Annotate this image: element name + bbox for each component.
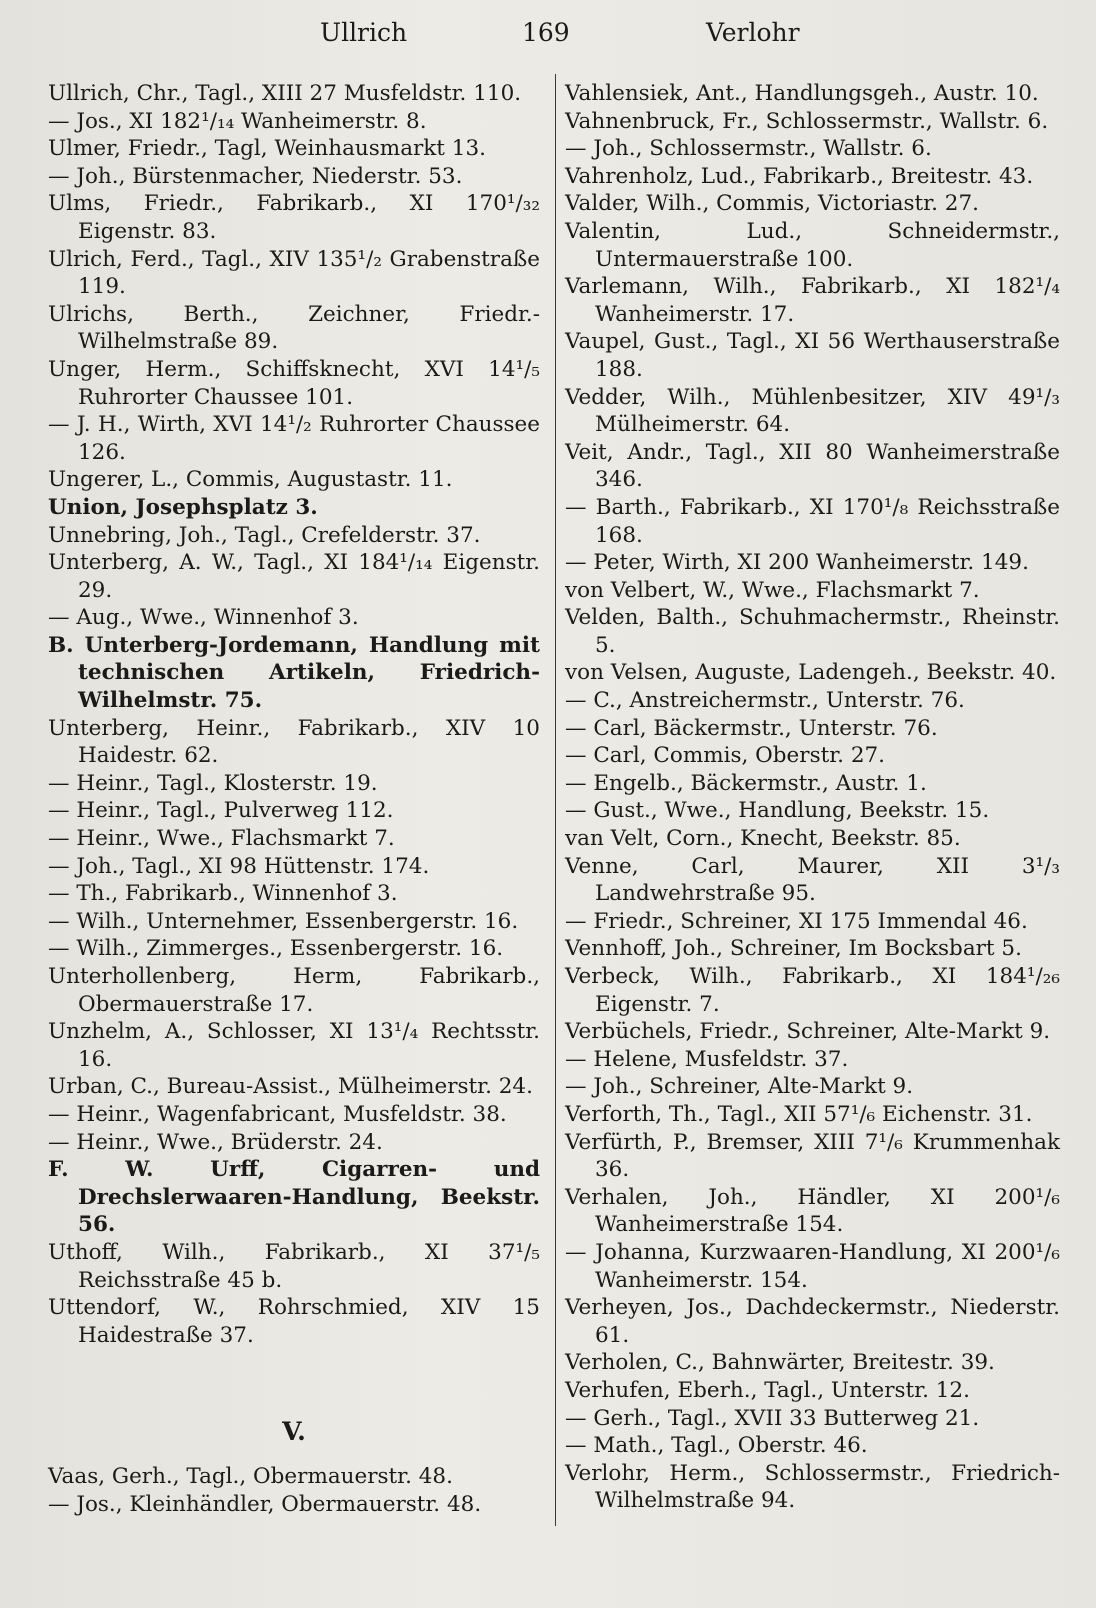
directory-entry: B. Unterberg-Jordemann, Handlung mit technischen Artikeln, Friedrich-Wilhelmstr. 75. <box>48 632 540 714</box>
column-divider <box>555 74 556 1526</box>
directory-entry: — Engelb., Bäckermstr., Austr. 1. <box>565 770 927 796</box>
directory-entry: Unzhelm, A., Schlosser, XI 13¹/₄ Rechtsstr. 16. <box>48 1019 540 1072</box>
directory-entry: van Velt, Corn., Knecht, Beekstr. 85. <box>565 826 961 852</box>
directory-entry: — Heinr., Tagl., Klosterstr. 19. <box>48 770 378 796</box>
page-number: 169 <box>522 18 570 47</box>
directory-entry: Ulmer, Friedr., Tagl, Weinhausmarkt 13. <box>48 136 486 162</box>
directory-entry: — Heinr., Wagenfabricant, Musfeldstr. 38. <box>48 1101 507 1127</box>
directory-entry: — Aug., Wwe., Winnenhof 3. <box>48 605 359 631</box>
left-column <box>48 80 540 1519</box>
right-column <box>565 80 1060 1515</box>
directory-entry: — Jos., XI 182¹/₁₄ Wanheimerstr. 8. <box>48 108 427 134</box>
directory-entry: Valder, Wilh., Commis, Victoriastr. 27. <box>565 191 979 217</box>
directory-entry: — Math., Tagl., Oberstr. 46. <box>565 1433 868 1459</box>
directory-entry: von Velbert, W., Wwe., Flachsmarkt 7. <box>565 577 980 603</box>
directory-entry: Unterhollenberg, Herm, Fabrikarb., Obermauerstraße 17. <box>48 964 540 1017</box>
directory-entry: Verhalen, Joh., Händler, XI 200¹/₆ Wanheimerstraße 154. <box>565 1184 1060 1238</box>
directory-entry: Verholen, C., Bahnwärter, Breitestr. 39. <box>565 1350 995 1376</box>
section-heading: V. <box>282 1417 306 1447</box>
directory-entry: Uthoff, Wilh., Fabrikarb., XI 37¹/₅ Reichsstraße 45 b. <box>48 1239 540 1293</box>
directory-entry: Venne, Carl, Maurer, XII 3¹/₃ Landwehrstraße 95. <box>565 853 1060 907</box>
directory-entry: Varlemann, Wilh., Fabrikarb., XI 182¹/₄ Wanheimerstr. 17. <box>565 274 1060 327</box>
directory-entry: — Heinr., Wwe., Brüderstr. 24. <box>48 1129 383 1155</box>
directory-entry: von Velsen, Auguste, Ladengeh., Beekstr. 40. <box>565 660 1057 686</box>
directory-entry: Verbüchels, Friedr., Schreiner, Alte-Markt 9. <box>565 1019 1051 1045</box>
right-entries <box>565 80 1060 1515</box>
directory-entry: — Joh., Tagl., XI 98 Hüttenstr. 174. <box>48 853 430 879</box>
directory-entry: Ulrichs, Berth., Zeichner, Friedr.-Wilhelmstraße 89. <box>48 301 540 355</box>
directory-entry: — Barth., Fabrikarb., XI 170¹/₈ Reichsstraße 168. <box>565 494 1060 548</box>
page-header <box>0 18 1096 54</box>
directory-entry: Verheyen, Jos., Dachdeckermstr., Niederstr. 61. <box>565 1295 1060 1348</box>
directory-entry: Verlohr, Herm., Schlossermstr., Friedrich-Wilhelmstraße 94. <box>565 1460 1060 1514</box>
directory-entry: — J. H., Wirth, XVI 14¹/₂ Ruhrorter Chaussee 126. <box>48 412 540 465</box>
directory-entry: — Carl, Commis, Oberstr. 27. <box>565 743 886 769</box>
directory-entry: — C., Anstreichermstr., Unterstr. 76. <box>565 688 965 714</box>
directory-entry: — Heinr., Tagl., Pulverweg 112. <box>48 798 394 824</box>
directory-entry: Verfürth, P., Bremser, XIII 7¹/₆ Krummenhak 36. <box>565 1129 1060 1183</box>
directory-entry: Ullrich, Chr., Tagl., XIII 27 Musfeldstr. 110. <box>48 81 522 106</box>
directory-entry: Vahnenbruck, Fr., Schlossermstr., Wallstr. 6. <box>565 108 1049 134</box>
directory-entry: — Carl, Bäckermstr., Unterstr. 76. <box>565 715 938 741</box>
left-entries-after <box>48 1463 540 1518</box>
directory-entry: — Joh., Bürstenmacher, Niederstr. 53. <box>48 163 463 189</box>
header-right-name: Verlohr <box>706 18 800 47</box>
directory-entry: — Wilh., Zimmerges., Essenbergerstr. 16. <box>48 936 504 962</box>
directory-entry: — Friedr., Schreiner, XI 175 Immendal 46. <box>565 908 1028 934</box>
directory-entry: Vaupel, Gust., Tagl., XI 56 Werthauserstraße 188. <box>565 329 1060 382</box>
directory-entry: Verbeck, Wilh., Fabrikarb., XI 184¹/₂₆ Eigenstr. 7. <box>565 964 1060 1017</box>
directory-entry: Veit, Andr., Tagl., XII 80 Wanheimerstraße 346. <box>565 439 1060 493</box>
directory-entry: Valentin, Lud., Schneidermstr., Untermauerstraße 100. <box>565 218 1060 272</box>
directory-entry: Verhufen, Eberh., Tagl., Unterstr. 12. <box>565 1377 970 1403</box>
directory-entry: — Gerh., Tagl., XVII 33 Butterweg 21. <box>565 1405 980 1431</box>
directory-entry: Vedder, Wilh., Mühlenbesitzer, XIV 49¹/₃ Mülheimerstr. 64. <box>565 384 1060 438</box>
directory-entry: Ulms, Friedr., Fabrikarb., XI 170¹/₃₂ Eigenstr. 83. <box>48 191 540 244</box>
directory-entry: — Jos., Kleinhändler, Obermauerstr. 48. <box>48 1491 482 1517</box>
directory-entry: — Peter, Wirth, XI 200 Wanheimerstr. 149. <box>565 550 1029 576</box>
directory-entry: F. W. Urff, Cigarren- und Drechslerwaaren-Handlung, Beekstr. 56. <box>48 1157 540 1238</box>
directory-entry: Unterberg, A. W., Tagl., XI 184¹/₁₄ Eigenstr. 29. <box>48 550 540 603</box>
left-entries <box>48 80 540 1349</box>
directory-entry: Ulrich, Ferd., Tagl., XIV 135¹/₂ Grabenstraße 119. <box>48 246 540 300</box>
directory-entry: Union, Josephsplatz 3. <box>48 494 318 520</box>
directory-entry: Verforth, Th., Tagl., XII 57¹/₆ Eichenstr. 31. <box>565 1101 1033 1127</box>
directory-entry: Vahrenholz, Lud., Fabrikarb., Breitestr. 43. <box>565 163 1034 189</box>
directory-entry: Urban, C., Bureau-Assist., Mülheimerstr. 24. <box>48 1074 533 1100</box>
directory-entry: Unterberg, Heinr., Fabrikarb., XIV 10 Haidestr. 62. <box>48 715 540 769</box>
directory-entry: Velden, Balth., Schuhmachermstr., Rheinstr. 5. <box>565 605 1060 658</box>
directory-entry: Vaas, Gerh., Tagl., Obermauerstr. 48. <box>48 1464 453 1490</box>
directory-entry: — Joh., Schlossermstr., Wallstr. 6. <box>565 136 932 162</box>
header-left-name: Ullrich <box>320 18 408 47</box>
directory-entry: — Wilh., Unternehmer, Essenbergerstr. 16. <box>48 908 519 934</box>
directory-entry: — Gust., Wwe., Handlung, Beekstr. 15. <box>565 798 990 824</box>
directory-entry: — Th., Fabrikarb., Winnenhof 3. <box>48 881 398 907</box>
directory-entry: Vahlensiek, Ant., Handlungsgeh., Austr. 10. <box>565 81 1039 106</box>
directory-entry: Ungerer, L., Commis, Augustastr. 11. <box>48 467 453 493</box>
directory-entry: Vennhoff, Joh., Schreiner, Im Bocksbart 5. <box>565 936 1022 962</box>
directory-entry: Unnebring, Joh., Tagl., Crefelderstr. 37. <box>48 522 481 548</box>
directory-entry: — Joh., Schreiner, Alte-Markt 9. <box>565 1074 914 1100</box>
directory-entry: — Heinr., Wwe., Flachsmarkt 7. <box>48 826 395 852</box>
directory-entry: — Helene, Musfeldstr. 37. <box>565 1046 849 1072</box>
directory-entry: Uttendorf, W., Rohrschmied, XIV 15 Haidestraße 37. <box>48 1295 540 1348</box>
directory-entry: — Johanna, Kurzwaaren-Handlung, XI 200¹/₆ Wanheimerstr. 154. <box>565 1239 1060 1293</box>
directory-entry: Unger, Herm., Schiffsknecht, XVI 14¹/₅ Ruhrorter Chaussee 101. <box>48 356 540 410</box>
